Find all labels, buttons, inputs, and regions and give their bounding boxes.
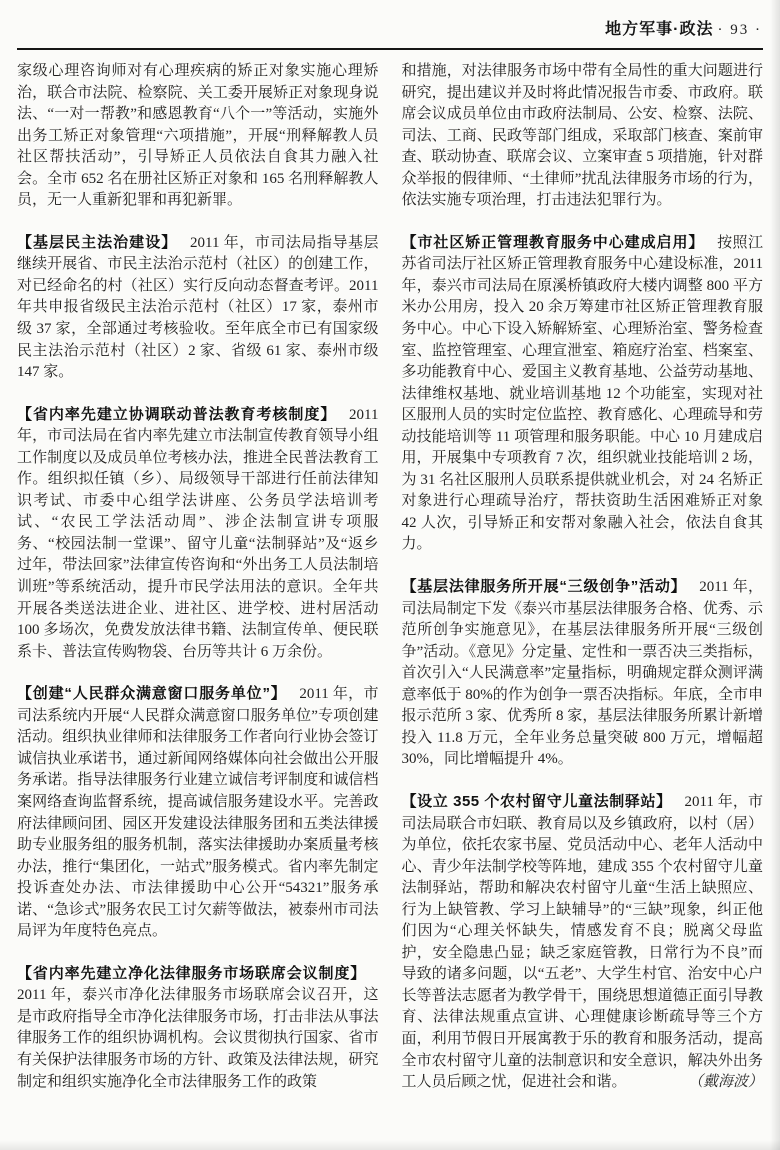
entry-body: 和措施，对法律服务市场中带有全局性的重大问题进行研究，提出建议并及时将此情况报告市委、市政府。联席会议成员单位由市政府法制局、公安、检察、法院、司法、工商、民政等部门组成，采取部门核查、案前审查、联动协查、联席会议、立案审查 5 项措施，针对群众举报的假律师、“土律师”扰乱法律服务市场的行为，依法实施专项治理，打击违法犯罪行为。 — [401, 63, 763, 209]
page-number: · 93 · — [717, 22, 762, 38]
entry-body: 2011 年，市司法局联合市妇联、教育局以及乡镇政府，以村（居）为单位，依托农家书屋、党员活动中心、老年人活动中心、青少年法制学校等阵地，建成 355 个农村留守儿童法制驿站，帮助和解决农村留守儿童“生活上缺照应、行为上缺管教、学习上缺辅导”的“三缺”现象，纠正他们因为“心理关怀缺失，情感发育不良；脱离父母监护，安全隐患凸显；缺乏家庭管教，日常行为不良”而导致的诸多问题，以“五老”、大学生村官、治安中心户长等普法志愿者为教学骨干，围绕思想道德正面引导教育、法律法规重点宣讲、心理健康诊断疏导等三个方面，利用节假日开展寓教于乐的教育和服务活动，提高全市农村留守儿童的法制意识和安全意识，解决外出务工人员后顾之忧，促进社会和谐。 — [401, 793, 763, 1091]
scan-shadow-bottom — [0, 1140, 780, 1150]
entry-body: 按照江苏省司法厅社区矫正管理教育服务中心建设标准，2011 年，泰兴市司法局在原溪桥镇政府大楼内调整 800 平方米办公用房，投入 20 余万筹建市社区矫正管理教育服务中心。中心下设入矫解矫室、心理矫治室、警务检查室、监控管理室、心理宣泄室、箱庭疗治室、档案室、多功能教育中心、爱国主义教育基地、公益劳动基地、法律维权基地、就业培训基地 12 个功能室，实现对社区服刑人员的实时定位监控、教育感化、心理疏导和劳动技能培训等 11 项管理和服务职能。中心 10 月建成启用，开展集中专项教育 7 次，组织就业技能培训 2 场，为 31 名社区服刑人员联系提供就业机会，对 24 名矫正对象进行心理疏导治疗，帮扶资助生活困难矫正对象 42 人次，引导矫正和安帮对象融入社会，依法自食其力。 — [401, 234, 763, 553]
entry-jiceng-minzhu-fazhi — [17, 232, 379, 384]
entry-sanji-chuangzheng — [402, 576, 764, 771]
entry-title: 【创建“人民群众满意窗口服务单位”】 — [17, 685, 287, 703]
entry-manyi-chuangkou — [17, 683, 379, 943]
paragraph-continuation — [17, 61, 379, 212]
entry-body: 2011 年，司法局制定下发《泰兴市基层法律服务合格、优秀、示范所创争实施意见》，在基层法律服务所开展“三级创争”活动。《意见》分定量、定性和一票否决三类指标，首次引入“人民满意率”定量指标，明确规定群众测评满意率低于 80%的作为创争一票否决指标。年底，全市申报示范所 3 家、优秀所 8 家，基层法律服务所累计新增投入 11.8 万元，全年业务总量突破 800 万元，增幅超 30%，同比增幅提升 4%。 — [401, 579, 763, 768]
text-columns — [0, 50, 780, 1094]
right-column — [402, 61, 764, 1094]
paragraph-continuation — [402, 61, 764, 212]
entry-title: 【市社区矫正管理教育服务中心建成启用】 — [401, 233, 705, 251]
entry-title: 【省内率先建立协调联动普法教育考核制度】 — [17, 405, 337, 423]
entry-body: 家级心理咨询师对有心理疾病的矫正对象实施心理矫治，联合市法院、检察院、关工委开展矫正对象现身说法、“一对一帮教”和感恩教育“八个一”等活动，实施外出务工矫正对象管理“六项措施”，开展“刑释解教人员社区帮扶活动”，引导矫正人员依法自食其力融入社会。全市 652 名在册社区矫正对象和 165 名刑释解教人员，无一人重新犯罪和再犯新罪。 — [17, 63, 379, 209]
entry-liushou-ertong-yizhan — [402, 791, 764, 1094]
page-header — [0, 0, 780, 45]
entry-body: 2011 年，市司法系统内开展“人民群众满意窗口服务单位”专项创建活动。组织执业律师和法律服务工作者向行业协会签订诚信执业承诺书，通过新闻网络媒体向社会做出公开服务承诺。指导法律服务行业建立诚信考评制度和诚信档案网络查询监督系统，提高诚信服务建设水平。完善政府法律顾问团、园区开发建设法律服务团和五类法律援助专业服务组的服务机制，落实法律援助办案质量考核办法，推行“集团化，一站式”服务模式。省内率先制定投诉查处办法、市法律援助中心公开“54321”服务承诺、“急诊式”服务农民工讨欠薪等做法，被泰州市司法局评为年度特色亮点。 — [17, 686, 379, 940]
entry-title: 【设立 355 个农村留守儿童法制驿站】 — [401, 792, 672, 810]
entry-lianxi-huiyi-zhidu — [17, 963, 379, 1093]
left-column — [17, 61, 379, 1094]
entry-title: 【省内率先建立净化法律服务市场联席会议制度】 — [17, 964, 366, 982]
entry-body: 2011 年，市司法局指导基层继续开展省、市民主法治示范村（社区）的创建工作，对已经命名的村（社区）实行反向动态督查考评。2011 年共申报省级民主法治示范村（社区）17 家，泰州市级 37 家，全部通过考核验收。至年底全市已有国家级民主法治示范村（社区）2 家、省级 61 家、泰州市级 147 家。 — [17, 234, 379, 381]
byline: （戴海波） — [687, 1074, 763, 1091]
entry-jiaozheng-zhongxin — [402, 232, 764, 556]
running-head-title: 地方军事·政法 — [605, 21, 714, 38]
entry-title: 【基层法律服务所开展“三级创争”活动】 — [401, 578, 687, 596]
entry-title: 【基层民主法治建设】 — [17, 233, 178, 251]
entry-pufa-jiaoyu-kaohe — [17, 404, 379, 664]
entry-body: 2011 年，市司法局在省内率先建立市法制宣传教育领导小组工作制度以及成员单位考核办法，推进全民普法教育工作。组织拟任镇（乡）、局级领导干部进行任前法律知识考试、市委中心组学法讲座、公务员学法培训考试、“农民工学法活动周”、涉企法制宣讲专项服务、“校园法制一堂课”、留守儿童“法制驿站”及“返乡过年，带法回家”法律宣传咨询和“外出务工人员法制培训班”等系统活动，提升市民学法用法的意识。全年共开展各类送法进企业、进社区、进学校、进村居活动 100 多场次，免费发放法律书籍、法制宣传单、便民联系卡、普法宣传购物袋、台历等共计 6 万余份。 — [17, 406, 379, 660]
entry-body: 2011 年，泰兴市净化法律服务市场联席会议召开，这是市政府指导全市净化法律服务市场，打击非法从事法律服务工作的组织协调机构。会议贯彻执行国家、省市有关保护法律服务市场的方针、政策及法律法规，研究制定和组织实施净化全市法律服务工作的政策 — [17, 987, 379, 1090]
